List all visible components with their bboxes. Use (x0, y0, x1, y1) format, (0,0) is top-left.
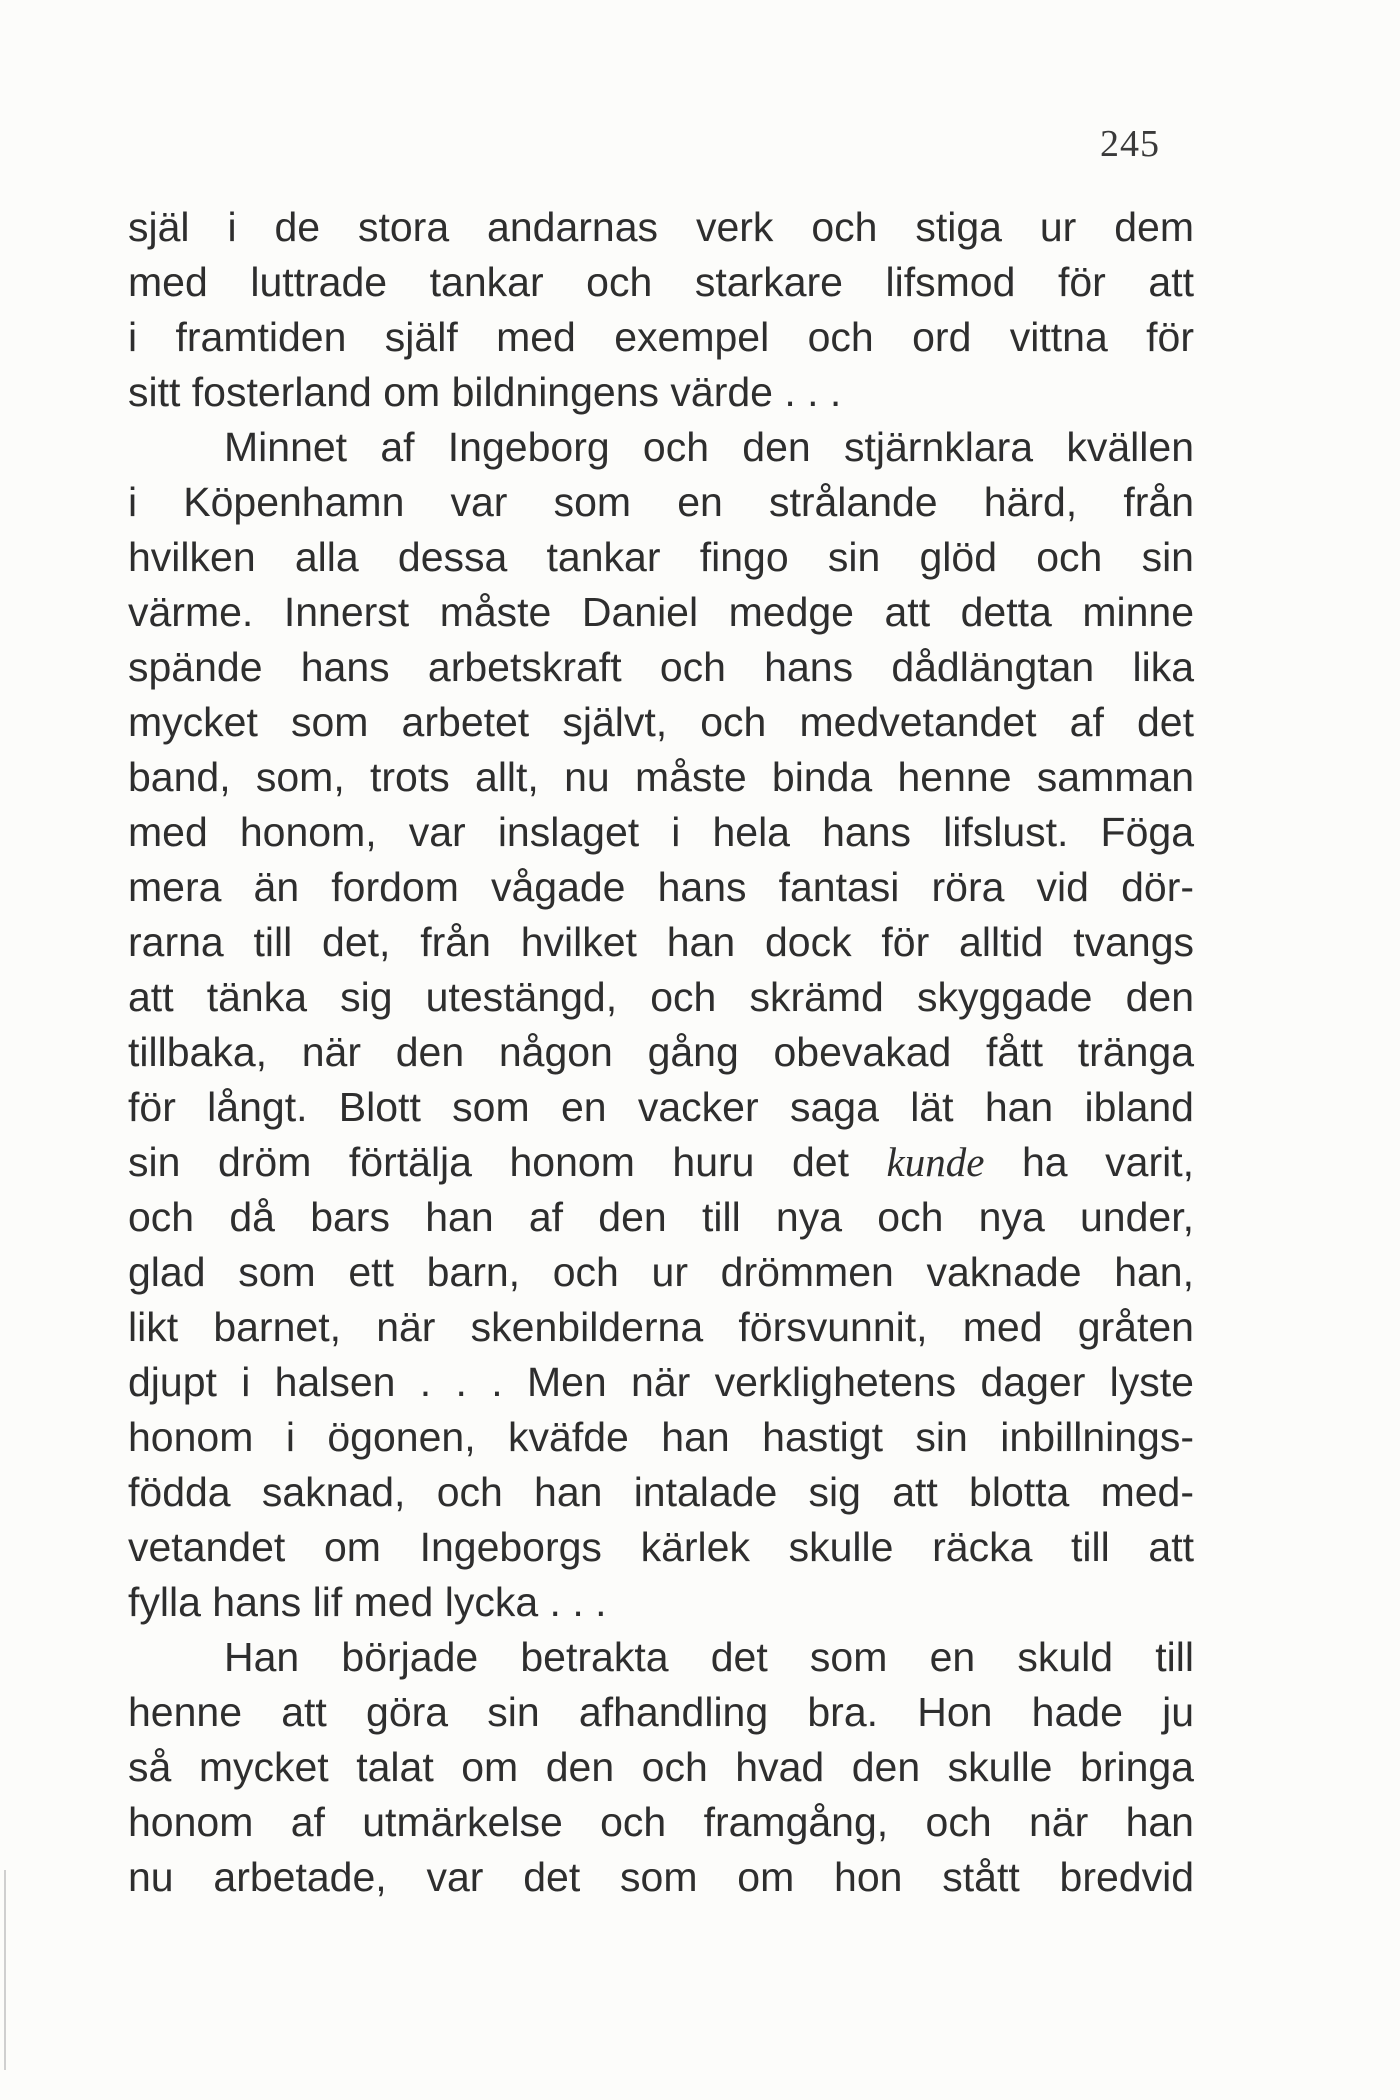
text-line: mycket som arbetet självt, och medvetandet af det (128, 699, 1194, 745)
text-line: band, som, trots allt, nu måste binda henne samman (128, 754, 1194, 800)
text-line: själ i de stora andarnas verk och stiga ur dem (128, 204, 1194, 250)
text-line: honom af utmärkelse och framgång, och när han (128, 1799, 1194, 1845)
text-line: med luttrade tankar och starkare lifsmod för att (128, 259, 1194, 305)
text-line: och då bars han af den till nya och nya under, (128, 1194, 1194, 1240)
text-line: i Köpenhamn var som en strålande härd, från (128, 479, 1194, 525)
text-line: fylla hans lif med lycka . . . (128, 1579, 607, 1625)
scan-edge-line (4, 1870, 6, 2070)
text-line: Minnet af Ingeborg och den stjärnklara kvällen (224, 424, 1194, 470)
text-line: glad som ett barn, och ur drömmen vaknade han, (128, 1249, 1194, 1295)
text-line: honom i ögonen, kväfde han hastigt sin inbillnings- (128, 1414, 1194, 1460)
text-line: spände hans arbetskraft och hans dådlängtan lika (128, 644, 1194, 690)
text-line: värme. Innerst måste Daniel medge att detta minne (128, 589, 1194, 635)
text-line: så mycket talat om den och hvad den skulle bringa (128, 1744, 1194, 1790)
text-line: likt barnet, när skenbilderna försvunnit, med gråten (128, 1304, 1194, 1350)
body-text (128, 200, 1194, 1905)
text-line: hvilken alla dessa tankar fingo sin glöd och sin (128, 534, 1194, 580)
text-line: för långt. Blott som en vacker saga lät han ibland (128, 1084, 1194, 1130)
text-line: födda saknad, och han intalade sig att blotta med- (128, 1469, 1194, 1515)
text-line: Han började betrakta det som en skuld till (224, 1634, 1194, 1680)
text-line: med honom, var inslaget i hela hans lifslust. Föga (128, 809, 1194, 855)
text-line (128, 1135, 1194, 1190)
text-line: henne att göra sin afhandling bra. Hon hade ju (128, 1689, 1194, 1735)
page-number: 245 (1100, 123, 1160, 165)
text-line: djupt i halsen . . . Men när verklighetens dager lyste (128, 1359, 1194, 1405)
text-segment: ha varit, (1022, 1139, 1194, 1185)
text-line: i framtiden själf med exempel och ord vittna för (128, 314, 1194, 360)
text-line: nu arbetade, var det som om hon stått bredvid (128, 1854, 1194, 1900)
italic-word: kunde (886, 1139, 985, 1185)
text-line: vetandet om Ingeborgs kärlek skulle räcka till att (128, 1524, 1194, 1570)
text-segment: sin dröm förtälja honom huru det (128, 1139, 849, 1185)
text-line: mera än fordom vågade hans fantasi röra vid dör- (128, 864, 1194, 910)
text-line: rarna till det, från hvilket han dock för alltid tvangs (128, 919, 1194, 965)
text-line: att tänka sig utestängd, och skrämd skyggade den (128, 974, 1194, 1020)
text-line: tillbaka, när den någon gång obevakad fått tränga (128, 1029, 1194, 1075)
text-line: sitt fosterland om bildningens värde . . . (128, 369, 842, 415)
